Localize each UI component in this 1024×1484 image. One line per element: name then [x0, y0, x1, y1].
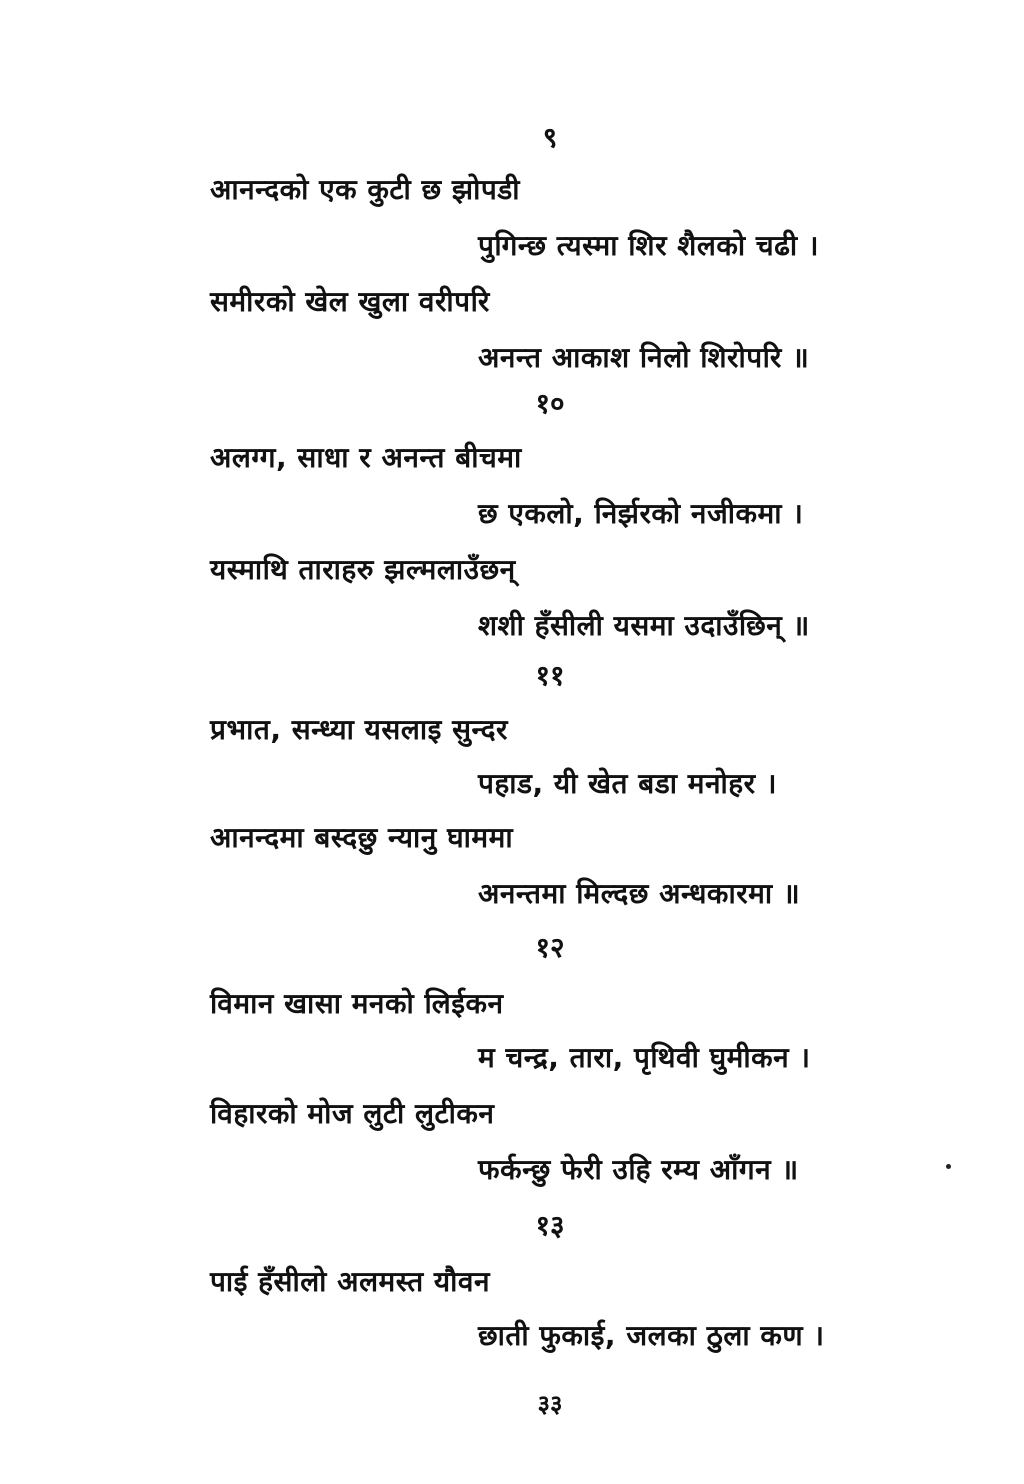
verse-line: यस्माथि ताराहरु झल्मलाउँछन् [210, 553, 516, 586]
verse-line: पुगिन्छ त्यस्मा शिर शैलको चढी । [478, 229, 819, 262]
verse-line: छ एकलो, निर्झरको नजीकमा । [478, 497, 804, 530]
verse-line: समीरको खेल खुला वरीपरि [210, 285, 490, 318]
verse-line: प्रभात, सन्ध्या यसलाइ सुन्दर [210, 713, 508, 746]
verse-line: शशी हँसीली यसमा उदाउँछिन् ॥ [478, 609, 810, 642]
stanza-number: १२ [535, 931, 565, 964]
ink-speck [946, 1164, 951, 1169]
verse-line: आनन्दको एक कुटी छ झोपडी [210, 173, 520, 206]
verse-line: अनन्त आकाश निलो शिरोपरि ॥ [478, 341, 810, 374]
verse-line: अनन्तमा मिल्दछ अन्धकारमा ॥ [478, 877, 801, 910]
page-number: ३३ [537, 1390, 563, 1418]
stanza-number: १० [535, 387, 565, 420]
verse-line: विहारको मोज लुटी लुटीकन [210, 1097, 495, 1130]
verse-line: आनन्दमा बस्दछु न्यानु घाममा [210, 821, 514, 854]
verse-line: पाई हँसीलो अलमस्त यौवन [210, 1265, 491, 1298]
verse-line: म चन्द्र, तारा, पृथिवी घुमीकन । [478, 1041, 811, 1074]
stanza-number: ११ [535, 659, 565, 692]
stanza-number: ९ [542, 121, 558, 154]
verse-line: अलग्ग, साधा र अनन्त बीचमा [210, 441, 522, 474]
verse-line: छाती फुकाई, जलका ठुला कण । [478, 1319, 825, 1352]
verse-line: फर्कन्छु फेरी उहि रम्य आँगन ॥ [478, 1153, 799, 1186]
verse-line: पहाड, यी खेत बडा मनोहर । [478, 767, 777, 800]
stanza-number: १३ [535, 1209, 565, 1242]
verse-line: विमान खासा मनको लिईकन [210, 987, 504, 1020]
